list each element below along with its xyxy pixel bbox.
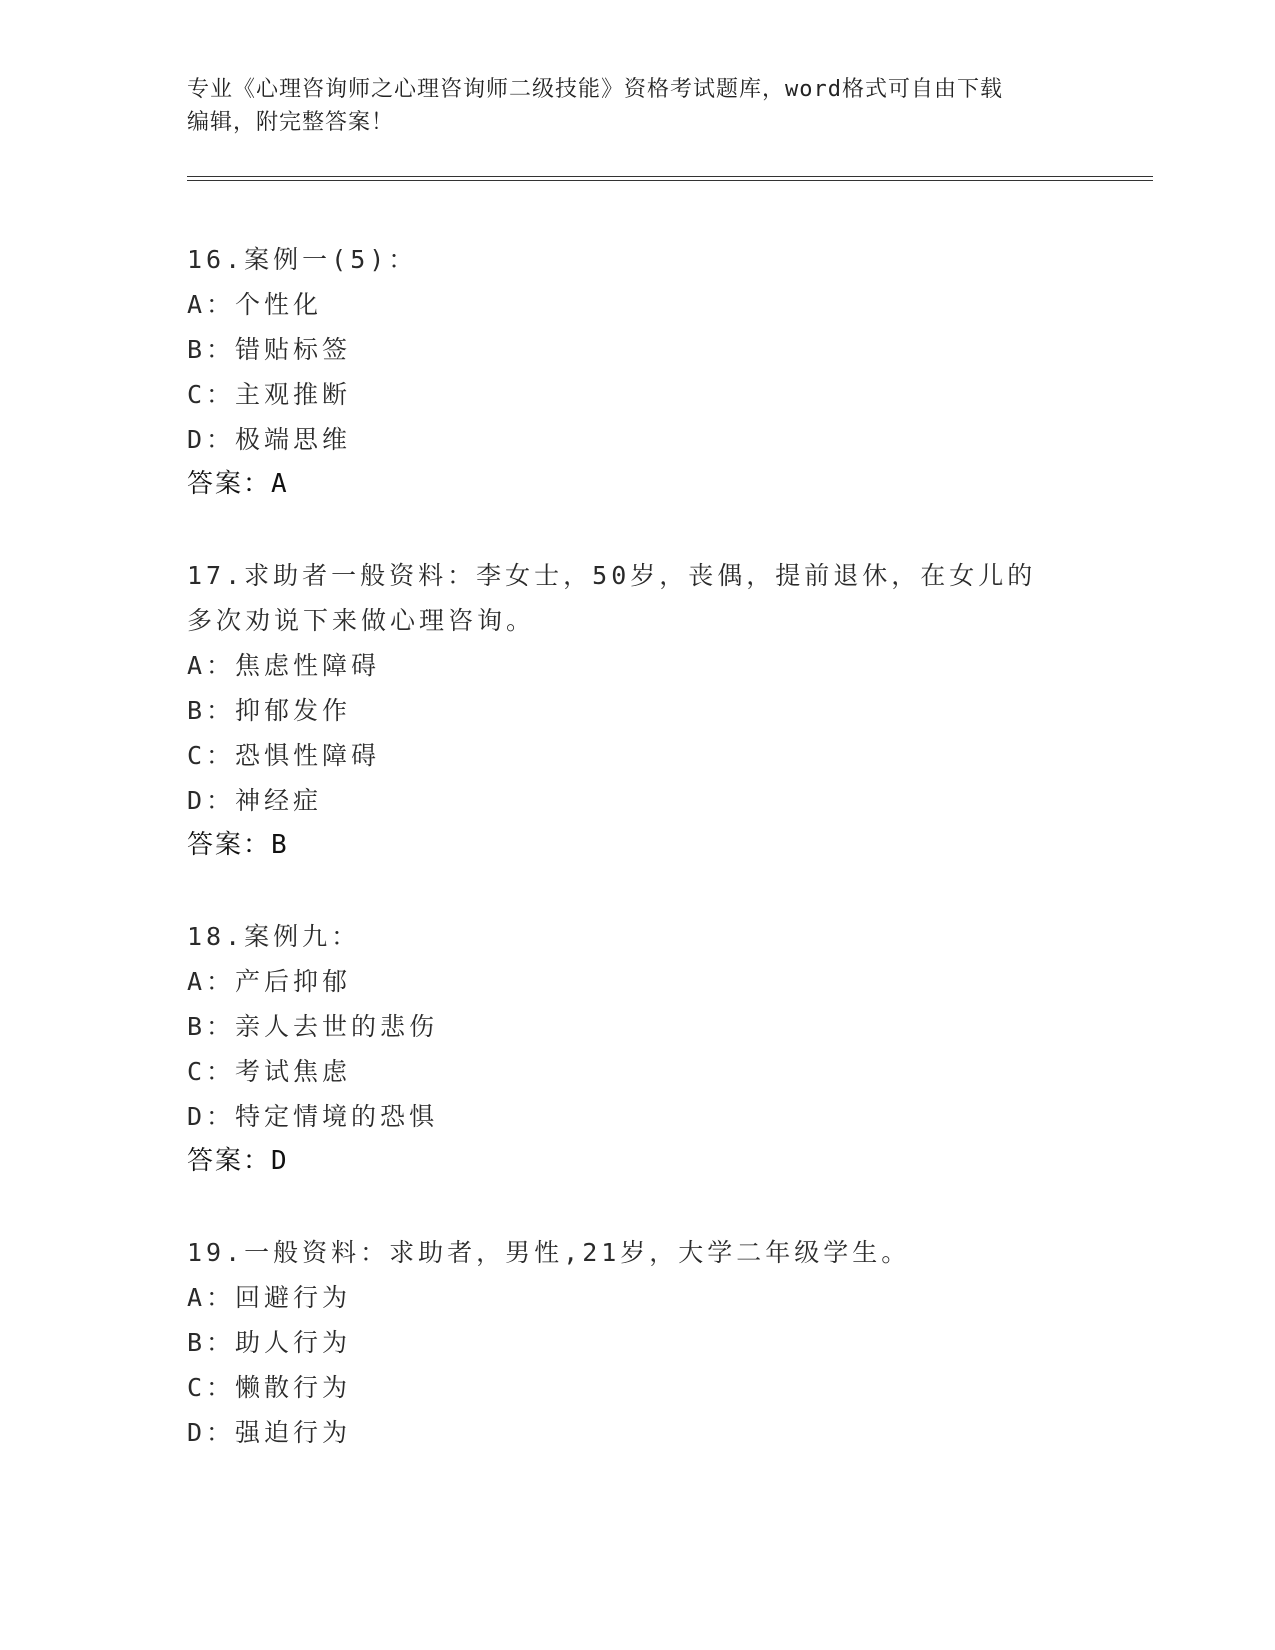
option-d: D：神经症 <box>187 786 323 815</box>
question-18 <box>187 914 1087 1184</box>
option-a: A：回避行为 <box>187 1283 352 1312</box>
question-stem: 17.求助者一般资料：李女士，50岁，丧偶，提前退休，在女儿的多次劝说下来做心理咨询。 <box>187 561 1037 635</box>
option-c: C：考试焦虑 <box>187 1057 352 1086</box>
document-header <box>187 73 1077 139</box>
option-b: B：亲人去世的悲伤 <box>187 1012 439 1041</box>
header-line-1: 专业《心理咨询师之心理咨询师二级技能》资格考试题库，word格式可自由下载 <box>187 77 1003 102</box>
question-17 <box>187 553 1087 868</box>
answer: 答案：B <box>187 830 289 860</box>
answer: 答案：D <box>187 1146 289 1176</box>
question-list <box>187 237 1087 1501</box>
option-c: C：恐惧性障碍 <box>187 741 381 770</box>
header-divider <box>187 176 1153 181</box>
question-stem: 16.案例一(5)： <box>187 245 418 274</box>
option-c: C：主观推断 <box>187 380 352 409</box>
option-b: B：助人行为 <box>187 1328 352 1357</box>
question-stem: 19.一般资料：求助者，男性,21岁，大学二年级学生。 <box>187 1238 911 1267</box>
option-a: A：焦虑性障碍 <box>187 651 381 680</box>
option-d: D：极端思维 <box>187 425 352 454</box>
option-c: C：懒散行为 <box>187 1373 352 1402</box>
question-19 <box>187 1230 1087 1455</box>
option-a: A：产后抑郁 <box>187 967 352 996</box>
option-b: B：抑郁发作 <box>187 696 352 725</box>
header-line-2: 编辑，附完整答案！ <box>187 110 395 135</box>
option-b: B：错贴标签 <box>187 335 352 364</box>
answer: 答案：A <box>187 469 289 499</box>
question-16 <box>187 237 1087 507</box>
question-stem: 18.案例九： <box>187 922 361 951</box>
option-d: D：强迫行为 <box>187 1418 352 1447</box>
option-d: D：特定情境的恐惧 <box>187 1102 439 1131</box>
option-a: A：个性化 <box>187 290 323 319</box>
